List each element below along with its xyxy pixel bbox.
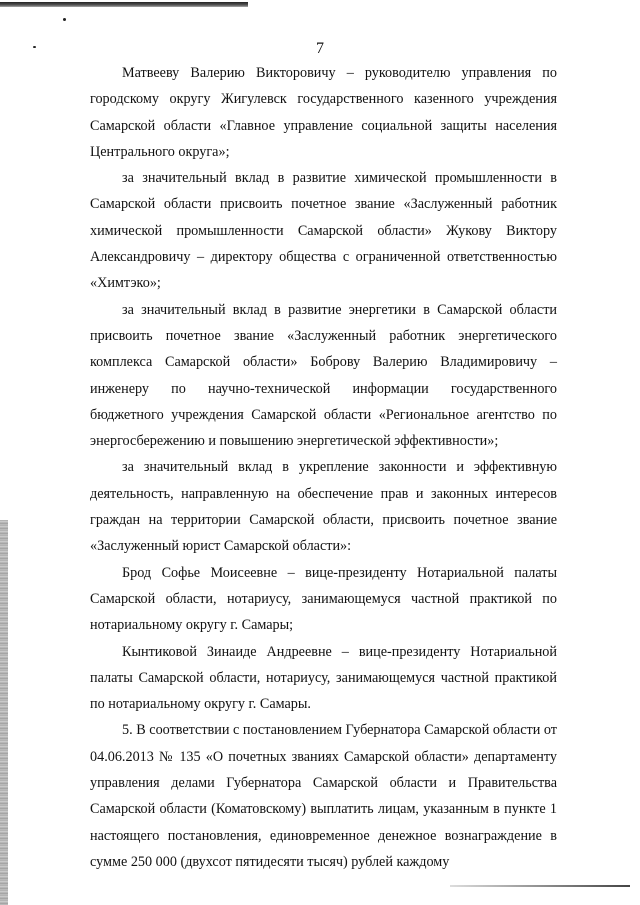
paragraph-item-5: 5. В соответствии с постановлением Губернатора Самарской области от 04.06.2013 № 135 «О почетных званиях Самарской области» департаменту управления делами Губернатора Самарской области и Правительства Самарской области (Коматовскому) выплатить лицам, указанным в пункте 1 настоящего постановления, единовременное денежное вознаграждение в сумме 250 000 (двухсот пятидесяти тысяч) рублей каждому xyxy=(90,722,557,870)
paragraph-matveev: Матвееву Валерию Викторовичу – руководителю управления по городскому округу Жигулевск государственного казенного учреждения Самарской области «Главное управление социальной защиты населения Центрального округа»; xyxy=(90,65,557,160)
scan-speck xyxy=(63,18,66,21)
paragraph-kyntikova: Кынтиковой Зинаиде Андреевне – вице-президенту Нотариальной палаты Самарской области, нотариусу, занимающемуся частной практикой по нотариальному округу г. Самары. xyxy=(90,643,557,713)
scan-top-edge-artifact xyxy=(0,2,248,7)
scan-left-edge-artifact xyxy=(0,520,8,905)
page-number: 7 xyxy=(316,40,324,57)
paragraph-lawyer-title: за значительный вклад в укрепление законности и эффективную деятельность, направленную на обеспечение прав и законных интересов граждан на территории Самарской области, присвоить почетное звание «Заслуженный юрист Самарской области»: xyxy=(90,459,557,555)
paragraph-brod: Брод Софье Моисеевне – вице-президенту Нотариальной палаты Самарской области, нотариусу, занимающемуся частной практикой по нотариальному округу г. Самары; xyxy=(90,564,557,634)
scan-bottom-edge-artifact xyxy=(450,885,630,887)
document-body xyxy=(90,60,557,875)
paragraph-chemical-industry: за значительный вклад в развитие химической промышленности в Самарской области присвоить почетное звание «Заслуженный работник химической промышленности Самарской области» Жукову Виктору Александровичу – директору общества с ограниченной ответственностью «Химтэко»; xyxy=(90,170,557,292)
paragraph-energy-complex: за значительный вклад в развитие энергетики в Самарской области присвоить почетное звание «Заслуженный работник энергетического комплекса Самарской области» Боброву Валерию Владимировичу – инженеру по научно-технической информации государственного бюджетного учреждения Самарской области «Региональное агентство по энергосбережению и повышению энергетической эффективности»; xyxy=(90,301,557,450)
